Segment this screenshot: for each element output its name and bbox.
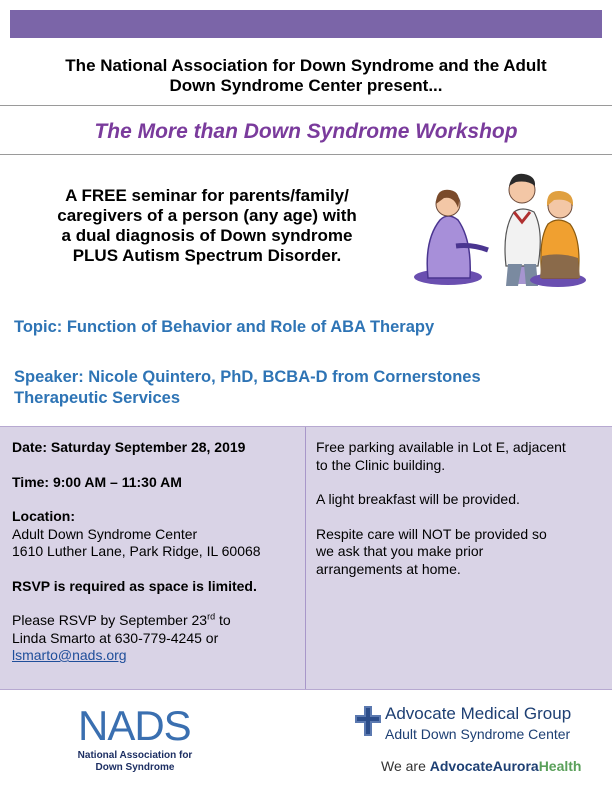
speaker-line-1: Speaker: Nicole Quintero, PhD, BCBA-D from Cornerstones: [14, 368, 481, 386]
event-details-box: [0, 426, 612, 690]
advocate-tagline: We are AdvocateAuroraHealth: [381, 758, 582, 774]
intro-line-3: a dual diagnosis of Down syndrome: [61, 226, 353, 245]
speaker-line-2: Therapeutic Services: [14, 389, 180, 407]
presenter-heading: [0, 56, 612, 96]
advocate-center-name: Adult Down Syndrome Center: [385, 726, 571, 742]
rsvp-email-link[interactable]: lsmarto@nads.org: [12, 647, 127, 663]
nads-wordmark: NADS: [78, 702, 191, 749]
presenter-line-2: Down Syndrome Center present...: [169, 76, 443, 95]
event-date: Date: Saturday September 28, 2019: [12, 439, 246, 455]
nads-name-line-1: National Association for: [77, 750, 193, 761]
nads-name-line-2: Down Syndrome: [95, 762, 175, 773]
nads-full-name: [60, 750, 210, 774]
parking-note-line-1: Free parking available in Lot E, adjacent: [316, 439, 566, 455]
divider-line: [0, 105, 612, 106]
family-clipart-illustration: [410, 160, 600, 290]
breakfast-note: A light breakfast will be provided.: [316, 491, 520, 507]
rsvp-deadline: Please RSVP by September 23rd to: [12, 611, 231, 628]
top-banner-bar: [10, 10, 602, 38]
intro-line-4: PLUS Autism Spectrum Disorder.: [72, 246, 342, 265]
event-details-column: [12, 439, 302, 665]
divider-line: [0, 154, 612, 155]
advocate-logo: [355, 702, 605, 782]
workshop-title: The More than Down Syndrome Workshop: [94, 120, 518, 143]
respite-note-line-1: Respite care will NOT be provided so: [316, 525, 547, 542]
respite-note-line-2: we ask that you make prior: [316, 543, 484, 559]
presenter-line-1: The National Association for Down Syndrome and the Adult: [65, 56, 547, 75]
location-name: Adult Down Syndrome Center: [12, 525, 198, 542]
column-divider: [305, 427, 306, 689]
advocate-cross-icon: [355, 706, 381, 736]
rsvp-contact: Linda Smarto at 630-779-4245 or: [12, 629, 219, 646]
speaker-heading: [14, 367, 604, 409]
advocate-group-name: Advocate Medical Group: [385, 704, 572, 723]
parking-note-line-2: to the Clinic building.: [316, 456, 446, 473]
event-time: Time: 9:00 AM – 11:30 AM: [12, 473, 182, 490]
intro-text: [22, 186, 392, 266]
location-address: 1610 Luther Lane, Park Ridge, IL 60068: [12, 543, 261, 559]
location-label: Location:: [12, 508, 75, 524]
respite-note-line-3: arrangements at home.: [316, 560, 461, 577]
intro-line-1: A FREE seminar for parents/family/: [65, 186, 349, 205]
intro-line-2: caregivers of a person (any age) with: [57, 206, 357, 225]
nads-logo: [60, 702, 210, 782]
topic-heading: Topic: Function of Behavior and Role of ABA Therapy: [14, 318, 435, 336]
rsvp-required: RSVP is required as space is limited.: [12, 577, 257, 594]
event-notes-column: [316, 439, 596, 578]
